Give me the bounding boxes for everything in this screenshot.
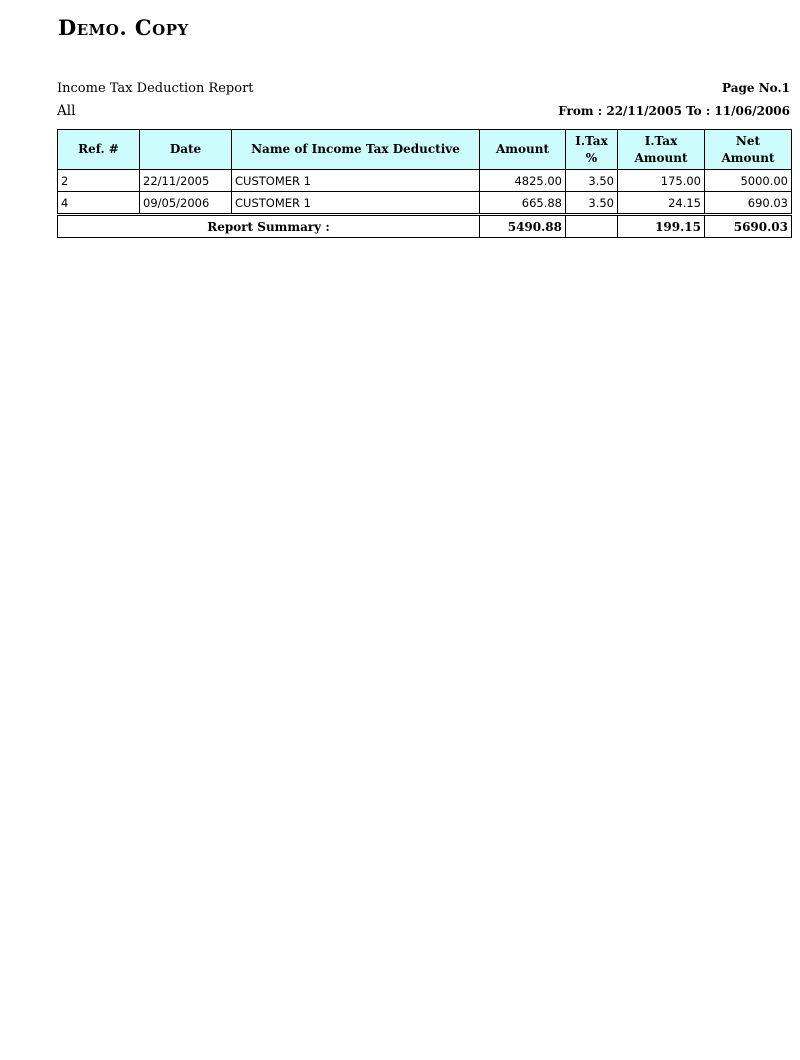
header-ref: Ref. # [58, 130, 140, 170]
header-itax-percent-line1: I.Tax [575, 133, 608, 148]
header-net-amount [705, 130, 792, 170]
header-itax-percent [566, 130, 618, 170]
table-header-row [58, 130, 792, 170]
header-net-amount-line2: Amount [721, 150, 775, 165]
cell-net-amount: 5000.00 [705, 170, 792, 192]
summary-itax-amount: 199.15 [618, 216, 705, 238]
cell-itax-amount: 175.00 [618, 170, 705, 192]
cell-itax-percent: 3.50 [566, 192, 618, 214]
cell-amount: 665.88 [480, 192, 566, 214]
table-row [58, 192, 792, 214]
page-number: Page No.1 [722, 81, 790, 95]
header-date: Date [140, 130, 232, 170]
summary-amount: 5490.88 [480, 216, 566, 238]
header-itax-amount [618, 130, 705, 170]
cell-amount: 4825.00 [480, 170, 566, 192]
report-filter: All [57, 103, 76, 119]
summary-label: Report Summary : [58, 216, 480, 238]
demo-copy-watermark: Demo. Copy [58, 15, 189, 40]
header-amount: Amount [480, 130, 566, 170]
cell-itax-amount: 24.15 [618, 192, 705, 214]
cell-ref: 2 [58, 170, 140, 192]
cell-date: 09/05/2006 [140, 192, 232, 214]
date-range: From : 22/11/2005 To : 11/06/2006 [558, 104, 790, 118]
header-itax-amount-line1: I.Tax [644, 133, 678, 148]
header-itax-amount-line2: Amount [634, 150, 688, 165]
report-title: Income Tax Deduction Report [57, 81, 254, 96]
cell-date: 22/11/2005 [140, 170, 232, 192]
header-name: Name of Income Tax Deductive [232, 130, 480, 170]
summary-row [58, 216, 792, 238]
cell-net-amount: 690.03 [705, 192, 792, 214]
table-row [58, 170, 792, 192]
cell-ref: 4 [58, 192, 140, 214]
cell-name: CUSTOMER 1 [232, 170, 480, 192]
summary-itax-percent [566, 216, 618, 238]
header-itax-percent-line2: % [585, 150, 598, 165]
cell-itax-percent: 3.50 [566, 170, 618, 192]
deduction-table [57, 129, 792, 238]
summary-net-amount: 5690.03 [705, 216, 792, 238]
cell-name: CUSTOMER 1 [232, 192, 480, 214]
header-net-amount-line1: Net [735, 133, 761, 148]
